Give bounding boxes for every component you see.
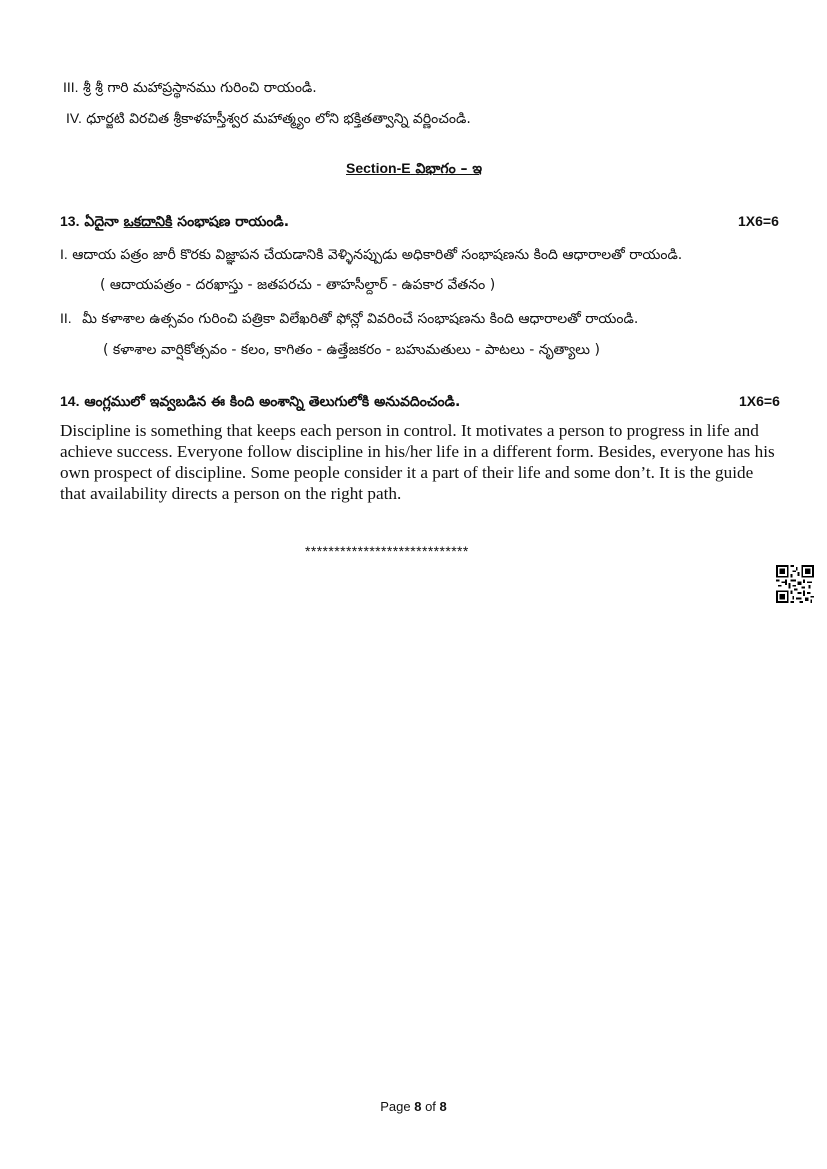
question-13-text-prefix: ఏదైనా bbox=[84, 214, 124, 230]
question-13-sub-1 bbox=[60, 245, 682, 264]
item-iv bbox=[66, 109, 471, 128]
question-14-passage: Discipline is something that keeps each person in control. It motivates a person to progress in life and achieve success. Everyone follow discipline in his/her life in a different form. Besides, everyone has his own prospect of discipline. Some people consider it a part of their life and some don’t. It is the guide that availability directs a person on the right path. bbox=[60, 421, 775, 503]
question-13-sub-2 bbox=[60, 309, 638, 328]
item-iii-number: III. bbox=[63, 79, 79, 95]
question-13-sub-2-number: II. bbox=[60, 310, 72, 326]
question-14-number: 14. bbox=[60, 393, 80, 409]
footer-current-page: 8 bbox=[414, 1099, 422, 1114]
section-heading bbox=[346, 160, 482, 180]
question-13-sub-1-number: I. bbox=[60, 246, 68, 262]
question-13-sub-1-text: ఆదాయ పత్రం జారీ కొరకు విజ్ఞాపన చేయడానికి వెళ్ళినప్పుడు అధికారితో సంభాషణను కింది ఆధారాలతో రాయండి. bbox=[72, 247, 683, 263]
item-iii-text: శ్రీ శ్రీ గారి మహాప్రస్థానము గురించి రాయండి. bbox=[83, 80, 317, 96]
question-13-sub-2-hint: ( కళాశాల వార్షికోత్సవం - కలం, కాగితం - ఉత్తేజకరం - బహుమతులు - పాటలు - నృత్యాలు ) bbox=[103, 342, 600, 358]
question-14-text: ఆంగ్లములో ఇవ్వబడిన ఈ కింది అంశాన్ని తెలుగులోకి అనువదించండి. bbox=[84, 394, 461, 410]
qr-code-icon bbox=[776, 565, 814, 603]
footer-prefix: Page bbox=[380, 1099, 415, 1114]
section-telugu: విభాగం – ఇ bbox=[415, 161, 483, 177]
question-13-sub-1-hint: ( ఆదాయపత్రం - దరఖాస్తు - జతపరచు - తాహసీల్దార్ - ఉపకార వేతనం ) bbox=[100, 277, 496, 293]
question-13-number: 13. bbox=[60, 213, 80, 229]
footer-total-pages: 8 bbox=[439, 1099, 447, 1114]
page-footer bbox=[0, 1099, 827, 1114]
item-iv-text: ధూర్జటి విరచిత శ్రీకాళహస్తీశ్వర మహాత్మ్యం లోని భక్తితత్వాన్ని వర్ణించండి. bbox=[86, 111, 471, 127]
question-14-marks: 1X6=6 bbox=[739, 393, 780, 409]
item-iv-number: IV. bbox=[66, 110, 82, 126]
question-14 bbox=[60, 392, 460, 411]
question-13-sub-2-text: మీ కళాశాల ఉత్సవం గురించి పత్రికా విలేఖరితో ఫోన్లో వివరించే సంభాషణను కింది ఆధారాలతో రాయండి. bbox=[82, 311, 639, 327]
item-iii bbox=[63, 78, 317, 97]
question-13-text-suffix: సంభాషణ రాయండి. bbox=[172, 214, 290, 230]
question-13-text-underlined: ఒకదానికి bbox=[123, 214, 173, 230]
end-marker: **************************** bbox=[305, 543, 469, 559]
question-13-marks: 1X6=6 bbox=[738, 213, 779, 229]
question-13 bbox=[60, 212, 289, 231]
footer-middle: of bbox=[421, 1099, 440, 1114]
section-label: Section-E bbox=[346, 160, 411, 176]
